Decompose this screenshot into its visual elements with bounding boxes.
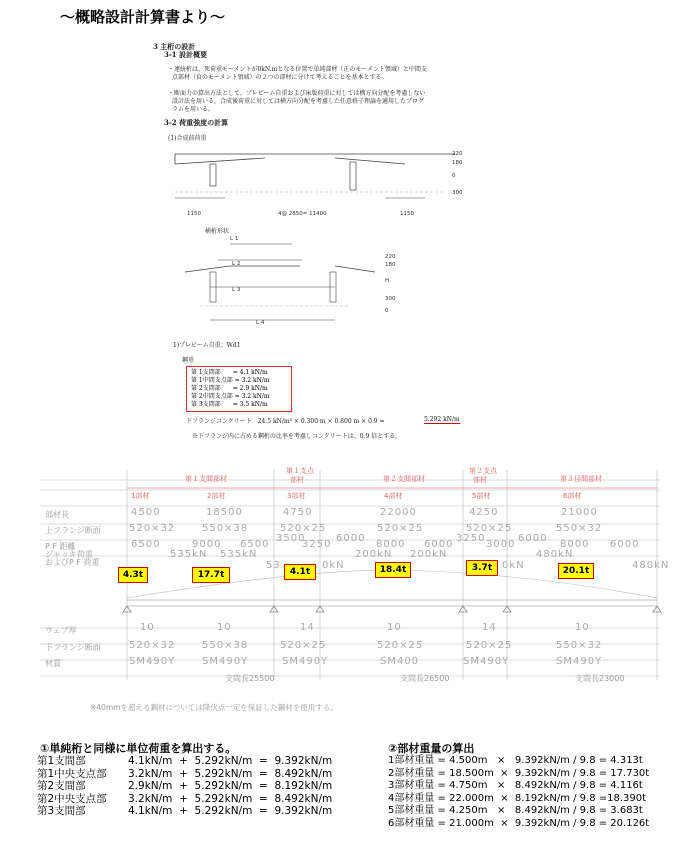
calc2-row: 2部材重量 = 18.500m × 9.392kN/m / 9.8 = 17.730t	[388, 767, 650, 779]
calc1-formula: 3.2kN/m + 5.292kN/m = 8.492kN/m	[128, 767, 333, 780]
calc1-name: 第1中央支点部	[37, 767, 107, 780]
web-thickness: 10	[387, 622, 402, 633]
member-length: 4500	[131, 507, 161, 518]
pf-distance: 6500	[131, 539, 161, 550]
row-label: およびP F 荷重	[45, 558, 100, 567]
calc1-formula: 3.2kN/m + 5.292kN/m = 8.492kN/m	[128, 792, 333, 805]
dim-label: L 1	[230, 236, 239, 242]
jack-load: 0kN	[502, 560, 525, 571]
calc2-row: 5部材重量 = 4.250m × 8.492kN/m / 9.8 = 3.683t	[388, 805, 643, 816]
web-thickness: 10	[140, 622, 155, 633]
member-length: 22000	[380, 507, 417, 518]
dim-label: L 4	[256, 320, 265, 326]
member-length: 21000	[561, 507, 598, 518]
calc2-row: 6部材重量 = 21.000m × 9.392kN/m / 9.8 = 20.126t	[388, 817, 650, 829]
calc1-row	[37, 768, 332, 781]
member-label: 6部材	[563, 492, 582, 500]
jack-load: 535kN	[220, 549, 258, 560]
member-label: 1部材	[131, 492, 150, 500]
subsection-heading: 3-2 荷重強度の計算	[164, 118, 229, 127]
pf-distance: 6000	[518, 533, 548, 544]
upper-flange: 520×32	[129, 523, 176, 534]
calc1-formula: 4.1kN/m + 5.292kN/m = 9.392kN/m	[128, 805, 333, 817]
load-highlight: 17.7t	[192, 567, 230, 583]
calc1-heading: ①単純桁と同様に単位荷重を算出する。	[40, 742, 237, 755]
span-heading: 第３径間部材	[560, 475, 602, 483]
material: SM490Y	[282, 656, 329, 667]
member-label: 5部材	[472, 492, 491, 500]
upper-flange: 550×38	[202, 523, 249, 534]
row-label: 上フランジ断面	[45, 526, 101, 535]
flange-result: 5.292 kN/m	[424, 416, 460, 423]
span-heading: 部材	[473, 476, 487, 484]
doc-text: 点部材（負のモーメント領域）の２つの部材に分けて考えることを基本とする。	[172, 74, 388, 81]
upper-flange: 520×25	[466, 523, 513, 534]
row-label: 材質	[45, 659, 61, 668]
load-highlight: 4.1t	[284, 564, 316, 580]
jack-load: 200kN	[410, 549, 448, 560]
calc1-name: 第1支間部	[37, 755, 86, 767]
pf-distance: 6000	[424, 539, 454, 550]
dim-label: 0	[385, 308, 389, 314]
dim-label: H	[385, 278, 390, 284]
material: SM490Y	[556, 656, 603, 667]
row-label: ウェブ厚	[45, 626, 77, 635]
member-length: 18500	[206, 507, 243, 518]
pf-distance: 8000	[560, 539, 590, 550]
calc1-name: 第2中央支点部	[37, 792, 107, 805]
span-length: 支間長23000	[575, 674, 625, 683]
dim-label: 220	[385, 254, 396, 260]
doc-text: 設計法を用いる。合成後荷重に対しては横方向分配を考慮した任意格子理論を適用したプログ	[172, 98, 425, 105]
material: SM490Y	[463, 656, 510, 667]
calc2-heading: ②部材重量の算出	[388, 742, 475, 755]
upper-flange: 550×32	[556, 523, 603, 534]
lower-flange: 520×25	[466, 640, 513, 651]
doc-text: ラムを用いる。	[172, 106, 214, 113]
jack-load: 535kN	[170, 549, 208, 560]
span-length: 支間長25500	[225, 674, 275, 683]
dim-label: 180	[452, 160, 463, 166]
steel-row: 第 1中間支点部 = 3.2 kN/m	[191, 377, 270, 384]
span-heading: 第１支間部材	[185, 475, 227, 483]
doc-text: 鋼重	[182, 357, 195, 364]
dim-label: 1150	[187, 211, 201, 217]
calc1-row	[37, 805, 332, 818]
span-heading: 部材	[290, 476, 304, 484]
web-thickness: 10	[575, 622, 590, 633]
lower-flange: 550×38	[202, 640, 249, 651]
calc1-formula: 4.1kN/m + 5.292kN/m = 9.392kN/m	[128, 755, 333, 767]
page-title: ～概略設計計算書より～	[60, 8, 226, 26]
steel-row: 第 1支間部 = 4.1 kN/m	[191, 369, 268, 376]
doc-text: 1)プレビーム自重；Wd1	[173, 342, 241, 349]
pf-distance: 6500	[240, 539, 270, 550]
calc1-row	[37, 793, 332, 806]
jack-load: 480kN	[632, 560, 670, 571]
calc1-row	[37, 780, 332, 793]
load-highlight: 18.4t	[375, 562, 411, 578]
span-heading: 第２支間部材	[383, 475, 425, 483]
span-heading: 第１支点	[286, 467, 314, 475]
calc1-list	[37, 755, 332, 818]
jack-load: 0kN	[322, 560, 345, 571]
dim-label: 180	[385, 262, 396, 268]
web-thickness: 14	[482, 622, 497, 633]
material: SM490Y	[129, 656, 176, 667]
pf-distance: 9000	[192, 539, 222, 550]
upper-flange: 520×25	[280, 523, 327, 534]
load-highlight: 4.3t	[118, 567, 148, 583]
member-label: 3部材	[287, 492, 306, 500]
calc2-row: 1部材重量 = 4.500m × 9.392kN/m / 9.8 = 4.313t	[388, 755, 643, 766]
doc-text: ・連続桁は、死荷重モーメントが0kN.mとなる位置で単純部材（正のモーメント領域）と中間支	[168, 66, 427, 73]
cross-beam-drawing	[180, 232, 380, 334]
pf-distance: 3250	[456, 533, 486, 544]
section-heading: 3 主桁の設計	[153, 42, 196, 51]
dim-label: 0	[452, 173, 456, 179]
steel-row: 第 2支間部 = 2.9 kN/m	[191, 385, 268, 392]
calc1-name: 第2支間部	[37, 780, 86, 792]
dim-label: L 3	[232, 287, 241, 293]
load-highlight: 3.7t	[466, 560, 498, 576]
lower-flange: 520×25	[377, 640, 424, 651]
upper-flange: 520×25	[377, 523, 424, 534]
jack-load: 480kN	[536, 549, 574, 560]
dim-label: 300	[452, 190, 463, 196]
member-length: 4250	[469, 507, 499, 518]
calc1-formula: 2.9kN/m + 5.292kN/m = 8.192kN/m	[128, 780, 333, 792]
material: SM490Y	[202, 656, 249, 667]
member-label: 4部材	[384, 492, 403, 500]
pf-distance: 3000	[486, 539, 516, 550]
jack-load: 200kN	[355, 549, 393, 560]
lower-flange: 520×32	[129, 640, 176, 651]
calc2-row: 4部材重量 = 22.000m × 8.192kN/m / 9.8 =18.390t	[388, 792, 647, 804]
dim-label: 300	[385, 296, 396, 302]
dim-label: 4@ 2850= 11400	[278, 211, 327, 217]
row-label: ジャッキ荷重	[45, 550, 93, 559]
pf-distance: 6000	[610, 539, 640, 550]
dim-label: 1150	[400, 211, 414, 217]
load-highlight: 20.1t	[558, 563, 594, 579]
row-label: P F 距離	[45, 542, 76, 551]
beam-label: 横桁形状	[205, 228, 230, 235]
member-label: 2部材	[207, 492, 226, 500]
dim-label: 220	[452, 151, 463, 157]
doc-text: (1)合成前荷重	[168, 135, 207, 142]
material: SM400	[380, 656, 420, 667]
calc1-row	[37, 755, 332, 768]
subsection-heading: 3-1 設計概要	[164, 50, 208, 59]
jack-load: 53	[266, 560, 281, 571]
steel-weight-box	[186, 366, 292, 412]
doc-text: 下フランジコンクリート 24.5 kN/m³ × 0.300 m × 0.800 m × 0.9 =	[186, 418, 385, 425]
pf-distance: 3500	[276, 533, 306, 544]
steel-row: 第 3支間部 = 3.5 kN/m	[191, 401, 268, 408]
web-thickness: 14	[300, 622, 315, 633]
pf-distance: 3250	[302, 539, 332, 550]
steel-row: 第 2中間支点部 = 3.2 kN/m	[191, 393, 270, 400]
lower-flange: 550×32	[556, 640, 603, 651]
lower-flange: 520×25	[280, 640, 327, 651]
span-length: 支間長26500	[400, 674, 450, 683]
pf-distance: 6000	[336, 533, 366, 544]
doc-text: ・断面力の算出方法として、プレビーム自重および床版荷重に対しては構方向分配を考慮しない	[168, 90, 426, 97]
doc-note: ※下フランジ内に占める鋼桁の比率を考慮しコンクリートは、0.9 倍とする。	[192, 433, 402, 440]
calc2-row: 3部材重量 = 4.750m × 8.492kN/m / 9.8 = 4.116t	[388, 780, 643, 791]
pf-distance: 8000	[376, 539, 406, 550]
dim-label: L 2	[232, 261, 241, 267]
calc2-list	[388, 755, 649, 830]
girder-footnote: ※40mmを超える鋼材については降伏点一定を保証した鋼材を使用する。	[90, 703, 338, 712]
row-label: 下フランジ断面	[45, 643, 101, 652]
row-label: 部材長	[45, 510, 69, 519]
member-length: 4750	[283, 507, 313, 518]
calc1-name: 第3支間部	[37, 805, 86, 817]
span-heading: 第２支点	[469, 467, 497, 475]
web-thickness: 10	[217, 622, 232, 633]
cross-section-drawing	[165, 140, 465, 220]
